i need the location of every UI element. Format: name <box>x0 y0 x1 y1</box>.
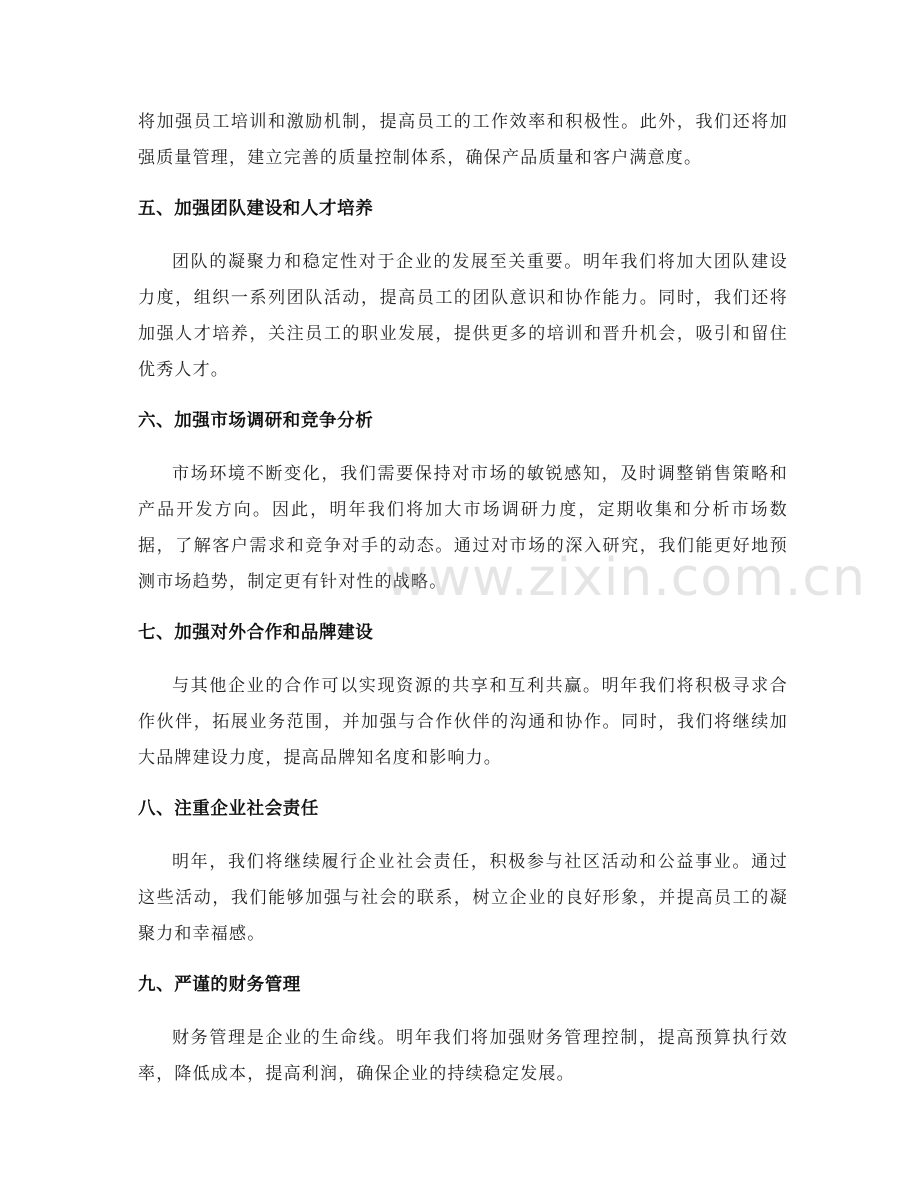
intro-paragraph: 将加强员工培训和激励机制，提高员工的工作效率和积极性。此外，我们还将加强质量管理，建立完善的质量控制体系，确保产品质量和客户满意度。 <box>138 112 788 168</box>
section-heading-7: 七、加强对外合作和品牌建设 <box>138 623 374 643</box>
section-body-6: 市场环境不断变化，我们需要保持对市场的敏锐感知，及时调整销售策略和产品开发方向。因此，明年我们将加大市场调研力度，定期收集和分析市场数据，了解客户需求和竞争对手的动态。通过对市场的深入研究，我们能更好地预测市场趋势，制定更有针对性的战略。 <box>138 464 788 592</box>
section-body-7: 与其他企业的合作可以实现资源的共享和互利共赢。明年我们将积极寻求合作伙伴，拓展业务范围，并加强与合作伙伴的沟通和协作。同时，我们将继续加大品牌建设力度，提高品牌知名度和影响力。 <box>138 676 788 768</box>
section-body-5: 团队的凝聚力和稳定性对于企业的发展至关重要。明年我们将加大团队建设力度，组织一系列团队活动，提高员工的团队意识和协作能力。同时，我们还将加强人才培养，关注员工的职业发展，提供更多的培训和晋升机会，吸引和留住优秀人才。 <box>138 252 788 380</box>
section-heading-9: 九、严谨的财务管理 <box>138 975 301 995</box>
site-watermark: www.zixin.com.cn <box>385 548 866 608</box>
document-body <box>138 104 788 1092</box>
section-heading-5: 五、加强团队建设和人才培养 <box>138 199 374 219</box>
section-heading-8: 八、注重企业社会责任 <box>138 799 319 819</box>
section-body-8: 明年，我们将继续履行企业社会责任，积极参与社区活动和公益事业。通过这些活动，我们能够加强与社会的联系，树立企业的良好形象，并提高员工的凝聚力和幸福感。 <box>138 852 788 944</box>
section-heading-6: 六、加强市场调研和竞争分析 <box>138 411 374 431</box>
section-body-9: 财务管理是企业的生命线。明年我们将加强财务管理控制，提高预算执行效率，降低成本，提高利润，确保企业的持续稳定发展。 <box>138 1028 788 1084</box>
